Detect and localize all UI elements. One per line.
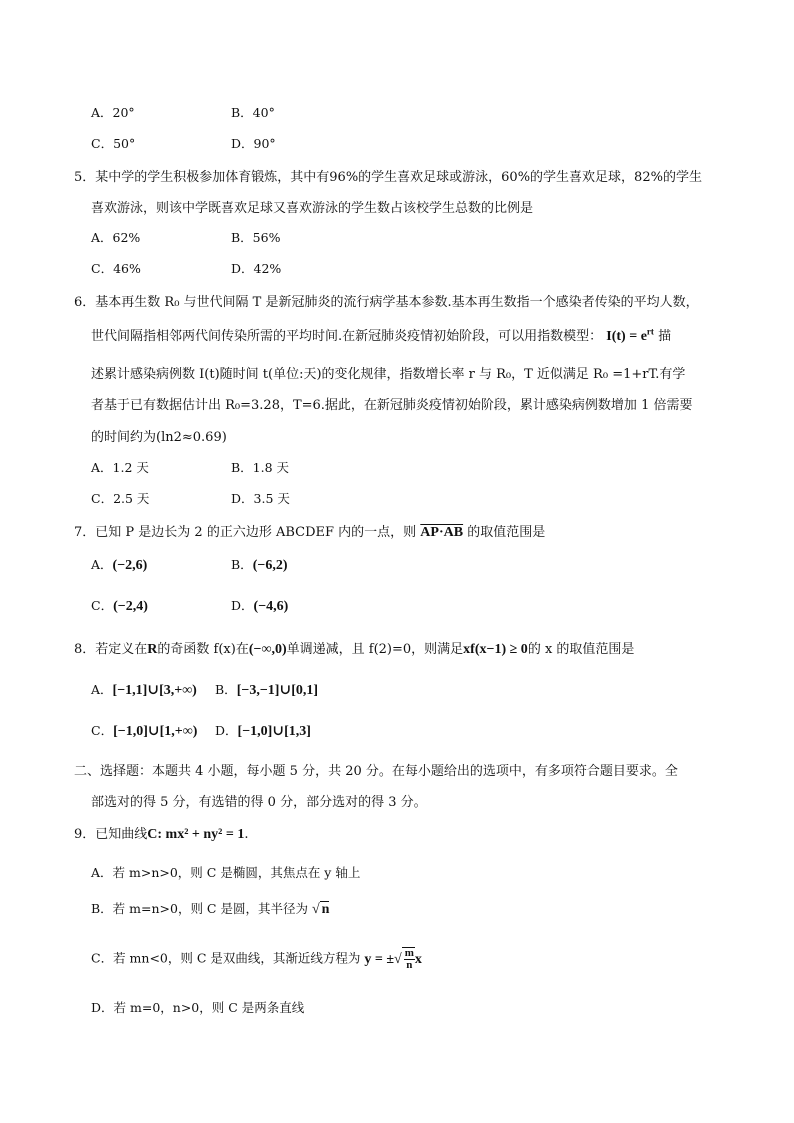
q6-option-b: B．1.8 天: [231, 460, 290, 475]
q8-interval: (−∞,0): [248, 642, 287, 657]
q9-option-c: C．若 mn<0，则 C 是双曲线，其渐近线方程为 y = ±√ $\frac{m}{n}$ x: [91, 947, 422, 971]
q7-option-c: C．(−2,4): [91, 598, 148, 614]
q7-option-b: B．(−6,2): [231, 557, 288, 573]
q6-line-2-text: 世代间隔指相邻两代间传染所需的平均时间.在新冠肺炎疫情初始阶段，可以用指数模型：: [91, 329, 603, 344]
q6-option-a: A．1.2 天: [91, 460, 149, 475]
q6-stem-line-4: 者基于已有数据估计出 R₀=3.28，T=6.据此，在新冠肺炎疫情初始阶段，累计感染病例数增加 1 倍需要: [91, 398, 693, 413]
q9-option-a: A．若 m>n>0，则 C 是椭圆，其焦点在 y 轴上: [91, 865, 361, 880]
q5-option-d: D．42%: [231, 261, 282, 276]
q8-option-d: D．[−1,0]∪[1,3]: [215, 723, 311, 739]
q7-option-a: A．(−2,6): [91, 557, 148, 573]
q5-option-a: A．62%: [91, 230, 141, 245]
q7-stem-text: 7．已知 P 是边长为 2 的正六边形 ABCDEF 内的一点，则: [74, 525, 417, 540]
q5-option-c: C．46%: [91, 261, 141, 276]
q6-option-d: D．3.5 天: [231, 491, 290, 506]
q9-asymptote-formula: y = ±√ $\frac{m}{n}$ x: [364, 947, 422, 971]
section-2-instructions-line-2: 部选对的得 5 分，有选错的得 0 分，部分选对的得 3 分。: [91, 795, 427, 810]
q9-sqrt-n: √ n: [311, 902, 330, 917]
q7-stem-end: 的取值范围是: [467, 525, 546, 540]
q9-stem: 9．已知曲线C: mx² + ny² = 1.: [74, 827, 249, 842]
q8-real-set: R: [147, 642, 158, 657]
q6-stem-line-3: 述累计感染病例数 I(t)随时间 t(单位:天)的变化规律，指数增长率 r 与 R₀，T 近似满足 R₀ =1+rT.有学: [91, 367, 686, 382]
q6-stem-line-5: 的时间约为(ln2≈0.69): [91, 430, 227, 445]
q7-option-d: D．(−4,6): [231, 598, 289, 614]
q8-option-a: A．[−1,1]∪[3,+∞): [91, 682, 197, 698]
q5-stem-line-2: 喜欢游泳，则该中学既喜欢足球又喜欢游泳的学生数占该校学生总数的比例是: [91, 201, 534, 216]
q6-model-formula: $I(t) = e^{rt}$: [606, 326, 654, 344]
q5-stem-line-1: 5．某中学的学生积极参加体育锻炼，其中有96%的学生喜欢足球或游泳，60%的学生喜欢足球，82%的学生: [74, 170, 702, 185]
q7-vector-formula: AP·AB: [420, 525, 464, 540]
q9-option-b: B．若 m=n>0，则 C 是圆，其半径为 √ n: [91, 901, 330, 917]
section-2-instructions-line-1: 二、选择题：本题共 4 小题，每小题 5 分，共 20 分。在每小题给出的选项中，有多项符合题目要求。全: [74, 764, 678, 779]
q6-option-c: C．2.5 天: [91, 491, 150, 506]
q6-stem-line-1: 6．基本再生数 R₀ 与世代间隔 T 是新冠肺炎的流行病学基本参数.基本再生数指一个感染者传染的平均人数，: [74, 295, 699, 310]
q4-option-b: B．40°: [231, 105, 275, 120]
q5-option-b: B．56%: [231, 230, 281, 245]
q8-inequality: xf(x−1) ≥ 0: [463, 642, 528, 657]
q4-option-a: A．20°: [91, 105, 135, 120]
q4-option-d: D．90°: [231, 136, 276, 151]
q8-stem: 8．若定义在R的奇函数 f(x)在(−∞,0)单调递减，且 f(2)=0，则满足xf(x−1) ≥ 0的 x 的取值范围是: [74, 642, 635, 657]
q7-stem: [74, 521, 545, 541]
q8-option-b: B．[−3,−1]∪[0,1]: [215, 682, 319, 698]
q9-curve-formula: C: mx² + ny² = 1: [147, 827, 245, 842]
q9-option-d: D．若 m=0，n>0，则 C 是两条直线: [91, 1000, 305, 1015]
q6-line-2-end: 描: [658, 329, 672, 344]
q4-option-c: C．50°: [91, 136, 136, 151]
q6-stem-line-2: [91, 325, 671, 345]
q8-option-c: C．[−1,0]∪[1,+∞): [91, 723, 198, 739]
